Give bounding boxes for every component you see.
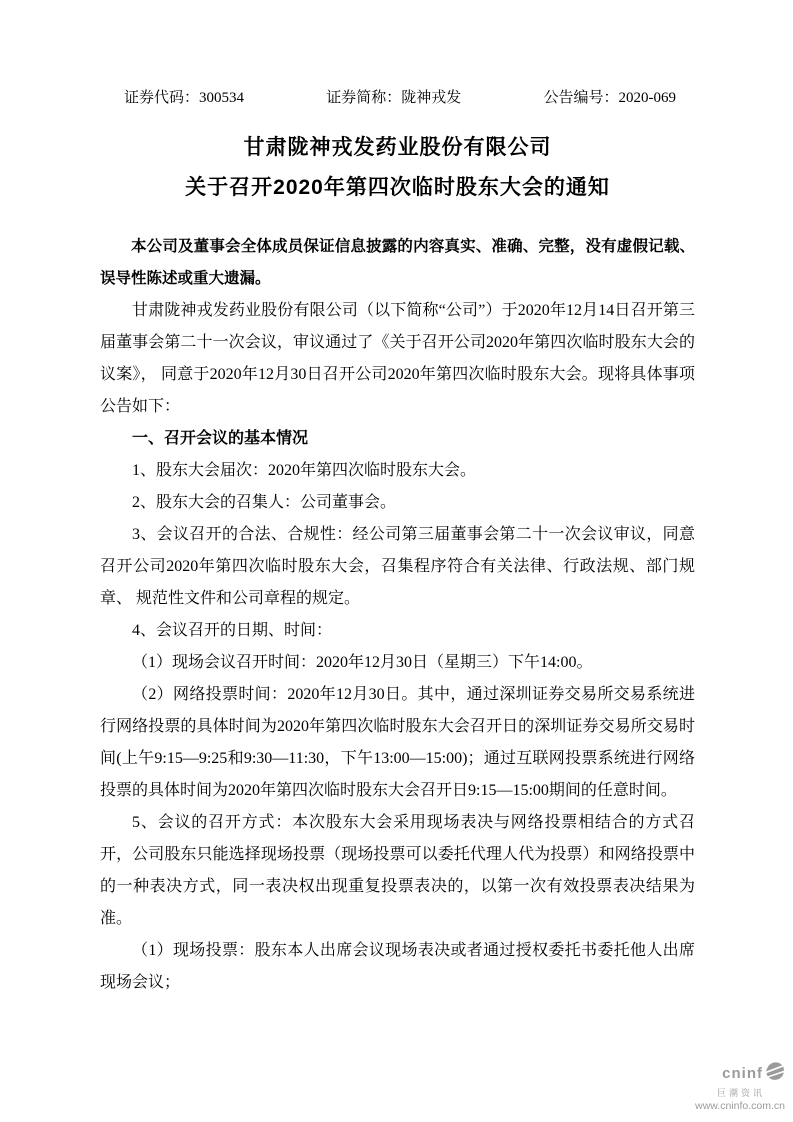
item-meeting-method: 5、会议的召开方式：本次股东大会采用现场表决与网络投票相结合的方式召开，公司股东只能选择现场投票（现场投票可以委托代理人代为投票）和网络投票中的一种表决方式，同一表决权出现重复投票表决的，以第一次有效投票表决结果为准。 xyxy=(100,814,695,927)
item-onsite-time: （1）现场会议召开时间：2020年12月30日（星期三）下午14:00。 xyxy=(132,654,593,671)
company-title: 甘肃陇神戎发药业股份有限公司 xyxy=(243,136,552,159)
section-1-heading: 一、召开会议的基本情况 xyxy=(132,430,309,447)
cninfo-logo-row xyxy=(695,1061,785,1086)
announcement-number: 公告编号：2020-069 xyxy=(543,90,676,106)
intro-paragraph: 甘肃陇神戎发药业股份有限公司（以下简称“公司”）于2020年12月14日召开第三届董事会第二十一次会议，审议通过了《关于召开公司2020年第四次临时股东大会的议案》， 同意于2020年12月30日召开公司2020年第四次临时股东大会。现将具体事项公告如下： xyxy=(100,302,695,415)
cninfo-brand-name: 巨潮资讯 xyxy=(716,1087,765,1098)
notice-title: 关于召开2020年第四次临时股东大会的通知 xyxy=(185,176,610,199)
item-online-voting-time: （2）网络投票时间：2020年12月30日。其中，通过深圳证券交易所交易系统进行网络投票的具体时间为2020年第四次临时股东大会召开日的深圳证券交易所交易时间(上午9:15—9:25和9:30—11:30，下午13:00—15:00)；通过互联网投票系统进行网络投票的具体时间为2020年第四次临时股东大会召开日9:15—15:00期间的任意时间。 xyxy=(100,686,695,799)
item-legality: 3、会议召开的合法、合规性：经公司第三届董事会第二十一次会议审议，同意召开公司2020年第四次临时股东大会，召集程序符合有关法律、行政法规、部门规章、 规范性文件和公司章程的规定。 xyxy=(100,526,695,607)
securities-header xyxy=(124,88,676,108)
cninfo-watermark xyxy=(695,1061,785,1112)
stock-short-name: 证券简称：陇神戎发 xyxy=(326,90,462,106)
item-date-time: 4、会议召开的日期、时间： xyxy=(132,622,333,639)
stock-code: 证券代码：300534 xyxy=(124,90,245,106)
cninfo-globe-icon xyxy=(765,1061,785,1086)
document-body xyxy=(100,0,695,999)
cninfo-site-url: www.cninfo.com.cn xyxy=(695,1099,785,1112)
cninfo-logo-text: cninf xyxy=(722,1065,763,1083)
disclaimer-statement: 本公司及董事会全体成员保证信息披露的内容真实、准确、完整，没有虚假记载、误导性陈述或重大遗漏。 xyxy=(100,238,695,287)
item-onsite-voting: （1）现场投票：股东本人出席会议现场表决或者通过授权委托书委托他人出席现场会议； xyxy=(100,942,695,991)
item-convener: 2、股东大会的召集人：公司董事会。 xyxy=(132,494,397,511)
item-meeting-session: 1、股东大会届次：2020年第四次临时股东大会。 xyxy=(132,462,477,479)
